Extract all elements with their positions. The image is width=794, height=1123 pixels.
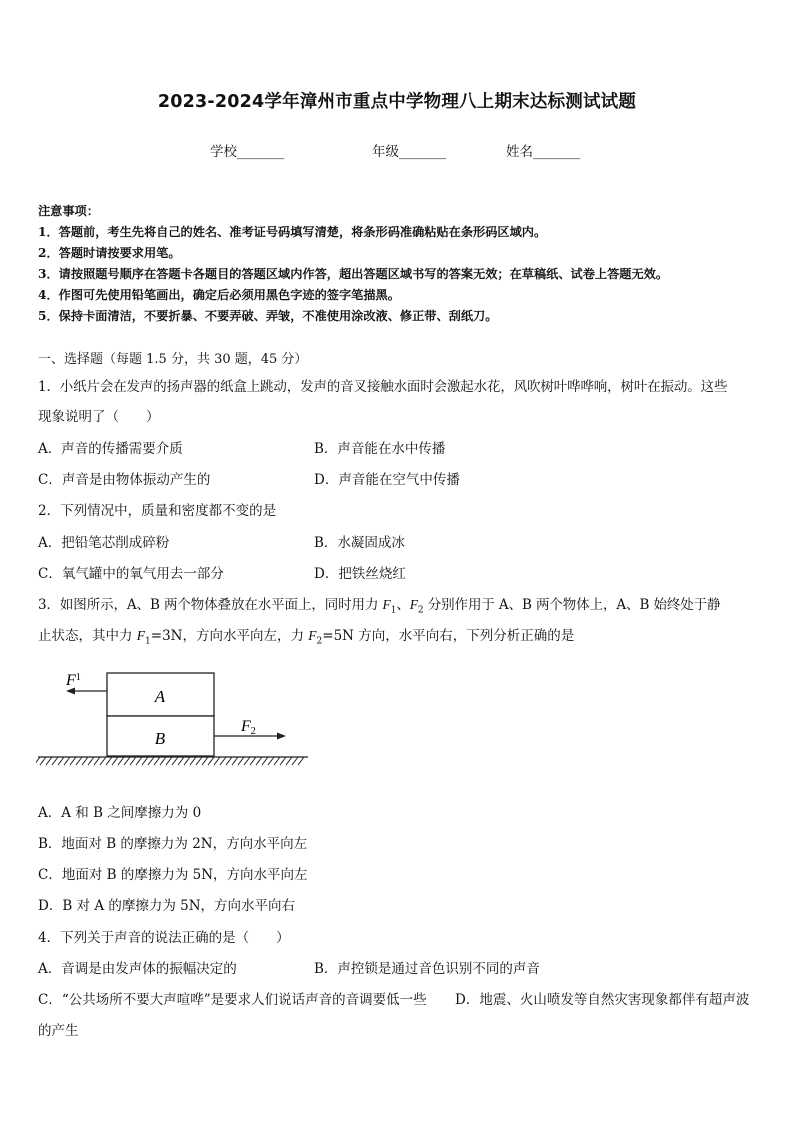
q4-option-a: A．音调是由发声体的振幅决定的 bbox=[38, 961, 237, 977]
notice-item-4: 4．作图可先使用铅笔画出，确定后必须用黑色字迹的签字笔描黑。 bbox=[38, 288, 400, 302]
hatch-stroke bbox=[280, 757, 286, 765]
q1-stem-line1: 1．小纸片会在发声的扬声器的纸盒上跳动，发声的音叉接触水面时会激起水花，风吹树叶哗哗响，树叶在振动。这些 bbox=[38, 379, 728, 395]
hatch-stroke bbox=[232, 757, 238, 765]
hatch-stroke bbox=[100, 757, 106, 765]
ground-hatching bbox=[36, 757, 304, 765]
hatch-stroke bbox=[106, 757, 112, 765]
hatch-stroke bbox=[58, 757, 64, 765]
q3-option-d: D．B 对 A 的摩擦力为 5N，方向水平向右 bbox=[38, 898, 296, 914]
q3-option-a: A．A 和 B 之间摩擦力为 0 bbox=[38, 805, 202, 821]
school-field: 学校_______ bbox=[210, 144, 285, 160]
hatch-stroke bbox=[124, 757, 130, 765]
q1-option-a: A．声音的传播需要介质 bbox=[38, 441, 183, 457]
block-a-label: A bbox=[154, 687, 166, 706]
q1-option-c: C．声音是由物体振动产生的 bbox=[38, 472, 211, 488]
hatch-stroke bbox=[244, 757, 250, 765]
notice-item-2: 2．答题时请按要求用笔。 bbox=[38, 246, 181, 260]
hatch-stroke bbox=[112, 757, 118, 765]
notice-item-3: 3．请按照题号顺序在答题卡各题目的答题区域内作答，超出答题区域书写的答案无效；在草稿纸、试卷上答题无效。 bbox=[38, 267, 669, 281]
hatch-stroke bbox=[166, 757, 172, 765]
hatch-stroke bbox=[268, 757, 274, 765]
hatch-stroke bbox=[184, 757, 190, 765]
q4-option-c: C．“公共场所不要大声喧哗”是要求人们说话声音的音调要低一些 bbox=[38, 992, 427, 1008]
hatch-stroke bbox=[136, 757, 142, 765]
hatch-stroke bbox=[202, 757, 208, 765]
q4-option-b: B．声控锁是通过音色识别不同的声音 bbox=[314, 961, 540, 977]
hatch-stroke bbox=[36, 757, 40, 765]
hatch-stroke bbox=[76, 757, 82, 765]
hatch-stroke bbox=[94, 757, 100, 765]
q2-stem: 2．下列情况中，质量和密度都不变的是 bbox=[38, 503, 277, 519]
hatch-stroke bbox=[214, 757, 220, 765]
q3-stem-line1: 3．如图所示，A、B 两个物体叠放在水平面上，同时用力 $F_1$、$F_2$ 分别作用于 A、B 两个物体上，A、B 始终处于静 bbox=[38, 597, 721, 616]
hatch-stroke bbox=[298, 757, 304, 765]
q1-stem-line2: 现象说明了（ ） bbox=[38, 409, 160, 425]
q2-option-c: C．氧气罐中的氧气用去一部分 bbox=[38, 566, 224, 582]
hatch-stroke bbox=[286, 757, 292, 765]
hatch-stroke bbox=[274, 757, 280, 765]
q4-stem: 4．下列关于声音的说法正确的是（ ） bbox=[38, 930, 290, 946]
q2-option-a: A．把铅笔芯削成碎粉 bbox=[38, 535, 170, 551]
hatch-stroke bbox=[154, 757, 160, 765]
q2-option-b: B．水凝固成冰 bbox=[314, 535, 405, 551]
hatch-stroke bbox=[226, 757, 232, 765]
hatch-stroke bbox=[262, 757, 268, 765]
hatch-stroke bbox=[172, 757, 178, 765]
q3-option-c: C．地面对 B 的摩擦力为 5N，方向水平向左 bbox=[38, 867, 308, 883]
hatch-stroke bbox=[196, 757, 202, 765]
name-field: 姓名_______ bbox=[506, 144, 581, 160]
f1-label: $F^1$ bbox=[66, 672, 81, 689]
q1-option-b: B．声音能在水中传播 bbox=[314, 441, 446, 457]
hatch-stroke bbox=[256, 757, 262, 765]
hatch-stroke bbox=[88, 757, 94, 765]
hatch-stroke bbox=[250, 757, 256, 765]
hatch-stroke bbox=[46, 757, 52, 765]
hatch-stroke bbox=[70, 757, 76, 765]
q2-option-d: D．把铁丝烧红 bbox=[314, 566, 406, 582]
q1-option-d: D．声音能在空气中传播 bbox=[314, 472, 460, 488]
hatch-stroke bbox=[178, 757, 184, 765]
hatch-stroke bbox=[82, 757, 88, 765]
hatch-stroke bbox=[148, 757, 154, 765]
hatch-stroke bbox=[208, 757, 214, 765]
hatch-stroke bbox=[238, 757, 244, 765]
q3-option-b: B．地面对 B 的摩擦力为 2N，方向水平向左 bbox=[38, 836, 308, 852]
q4-option-d-continued: 的产生 bbox=[38, 1023, 79, 1039]
block-b-label: B bbox=[154, 729, 166, 748]
hatch-stroke bbox=[220, 757, 226, 765]
f2-arrowhead-icon bbox=[277, 733, 286, 740]
hatch-stroke bbox=[118, 757, 124, 765]
hatch-stroke bbox=[64, 757, 70, 765]
hatch-stroke bbox=[130, 757, 136, 765]
f2-label: F2 bbox=[241, 718, 256, 737]
hatch-stroke bbox=[190, 757, 196, 765]
hatch-stroke bbox=[292, 757, 298, 765]
grade-field: 年级_______ bbox=[372, 144, 447, 160]
section-heading: 一、选择题（每题 1.5 分，共 30 题，45 分） bbox=[38, 352, 308, 367]
hatch-stroke bbox=[52, 757, 58, 765]
q4-option-d: D．地震、火山喷发等自然灾害现象都伴有超声波 bbox=[455, 992, 750, 1008]
notice-item-1: 1．答题前，考生先将自己的姓名、准考证号码填写清楚，将条形码准确粘贴在条形码区域内。 bbox=[38, 225, 547, 239]
hatch-stroke bbox=[40, 757, 46, 765]
hatch-stroke bbox=[160, 757, 166, 765]
page-title: 2023-2024学年漳州市重点中学物理八上期末达标测试试题 bbox=[157, 92, 637, 112]
notice-item-5: 5．保持卡面清洁，不要折暴、不要弄破、弄皱，不准使用涂改液、修正带、刮纸刀。 bbox=[38, 309, 498, 323]
q3-force-diagram bbox=[36, 666, 316, 772]
q3-stem-line2: 止状态，其中力 $F_1=3N$，方向水平向左，力 $F_2=5N$ 方向，水平向右，下列分析正确的是 bbox=[38, 628, 575, 647]
hatch-stroke bbox=[142, 757, 148, 765]
notice-heading: 注意事项： bbox=[38, 204, 99, 218]
